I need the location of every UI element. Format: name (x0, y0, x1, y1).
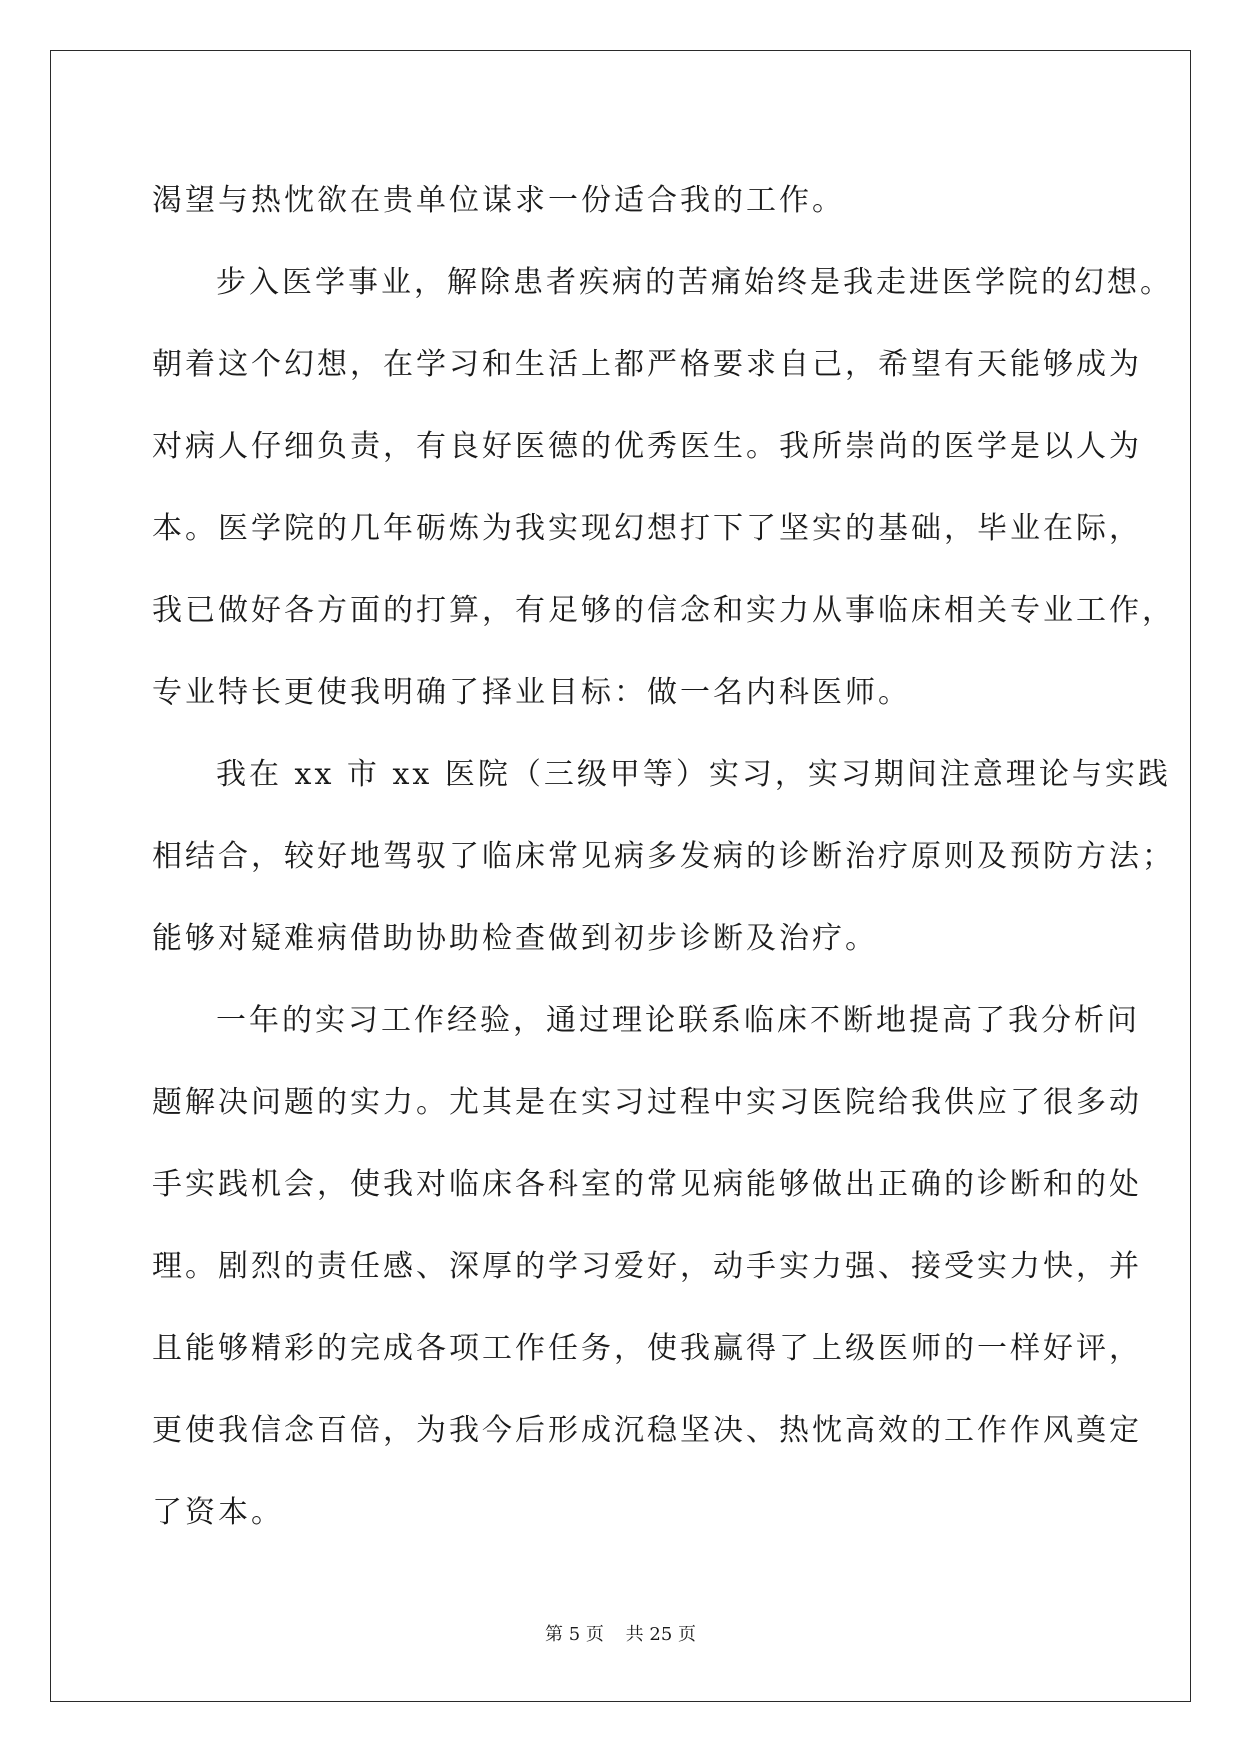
text-line: 且能够精彩的完成各项工作任务，使我赢得了上级医师的一样好评， (152, 1331, 1142, 1366)
text-line: 渴望与热忱欲在贵单位谋求一份适合我的工作。 (152, 183, 845, 218)
text-line: 朝着这个幻想，在学习和生活上都严格要求自己，希望有天能够成为 (152, 347, 1142, 382)
text-line: 题解决问题的实力。尤其是在实习过程中实习医院给我供应了很多动 (152, 1085, 1142, 1120)
text-line: 步入医学事业，解除患者疾病的苦痛始终是我走进医学院的幻想。 (216, 265, 1173, 300)
text-line: 了资本。 (152, 1495, 284, 1530)
text-line: 本。医学院的几年砺炼为我实现幻想打下了坚实的基础，毕业在际， (152, 511, 1142, 546)
text-line: 我在 xx 市 xx 医院（三级甲等）实习，实习期间注意理论与实践 (216, 757, 1171, 792)
page-number: 第 5 页 (545, 1624, 604, 1645)
text-line: 手实践机会，使我对临床各科室的常见病能够做出正确的诊断和的处 (152, 1167, 1142, 1202)
text-line: 对病人仔细负责，有良好医德的优秀医生。我所崇尚的医学是以人为 (152, 429, 1142, 464)
page-total: 共 25 页 (625, 1624, 696, 1645)
text-line: 能够对疑难病借助协助检查做到初步诊断及治疗。 (152, 921, 878, 956)
document-body (152, 160, 1175, 1554)
text-line: 我已做好各方面的打算，有足够的信念和实力从事临床相关专业工作， (152, 593, 1175, 628)
text-line: 相结合，较好地驾驭了临床常见病多发病的诊断治疗原则及预防方法； (152, 839, 1175, 874)
page-footer (0, 1620, 1241, 1646)
text-line: 理。剧烈的责任感、深厚的学习爱好，动手实力强、接受实力快，并 (152, 1249, 1142, 1284)
text-line: 一年的实习工作经验，通过理论联系临床不断地提高了我分析问 (216, 1003, 1140, 1038)
text-line: 专业特长更使我明确了择业目标：做一名内科医师。 (152, 675, 911, 710)
text-line: 更使我信念百倍，为我今后形成沉稳坚决、热忱高效的工作作风奠定 (152, 1413, 1142, 1448)
